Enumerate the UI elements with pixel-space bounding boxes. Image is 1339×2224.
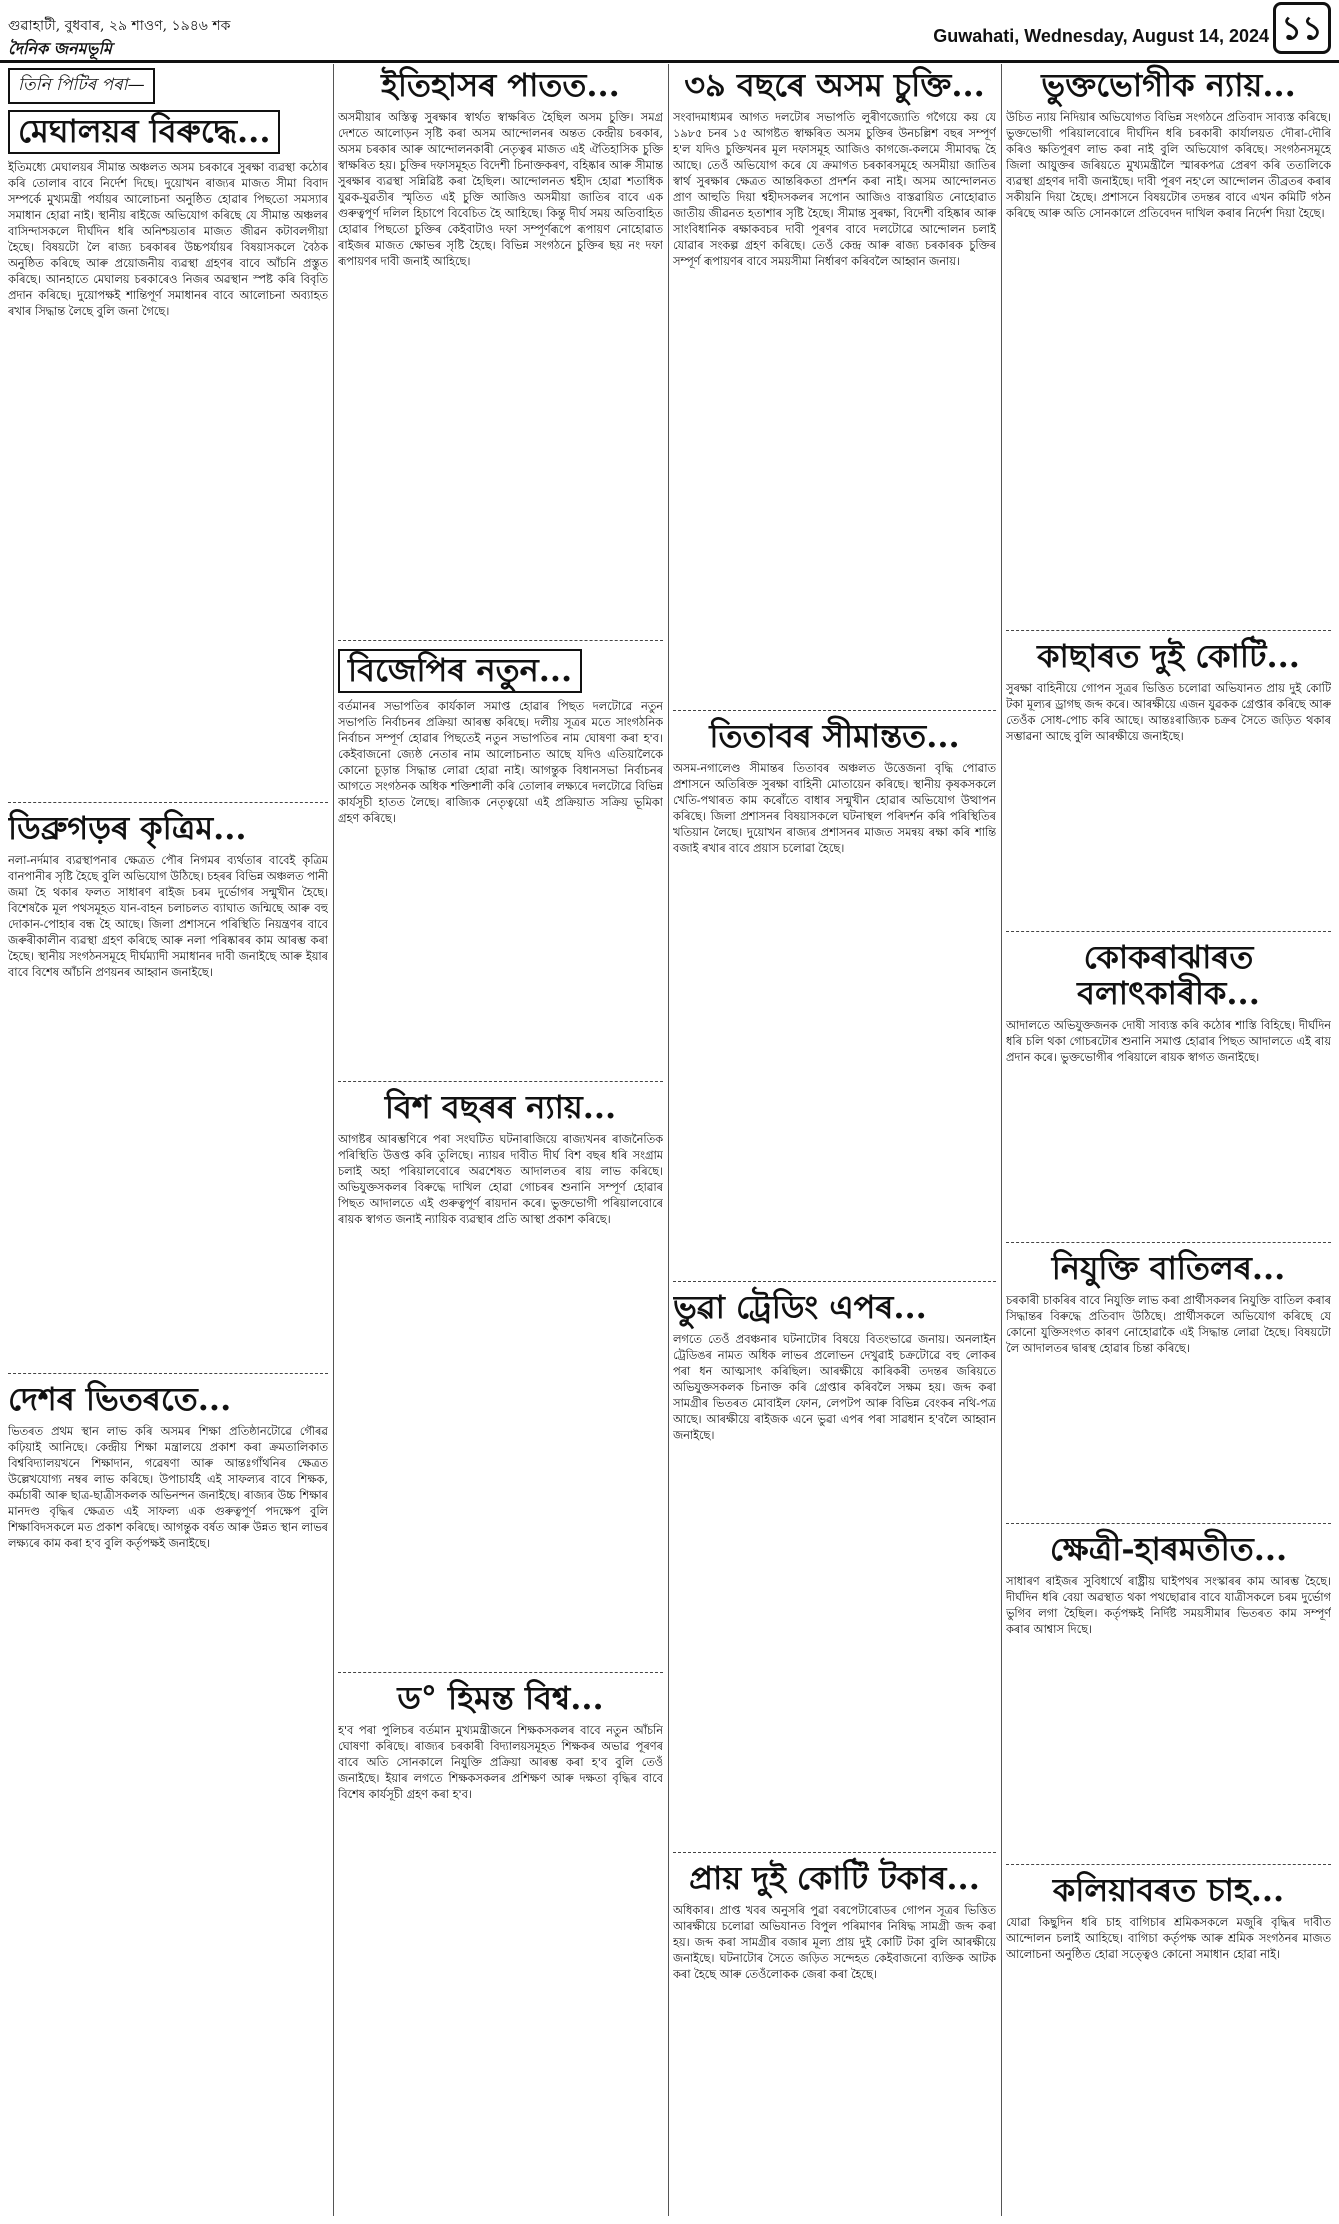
article-bhuktobhogi <box>1006 64 1331 624</box>
header-date-assamese: গুৱাহাটী, বুধবাৰ, ২৯ শাওণ, ১৯৪৬ শক <box>8 18 231 34</box>
article-text-kaliabor: যোৱা কিছুদিন ধৰি চাহ বাগিচাৰ শ্ৰমিকসকলে মজুৰি বৃদ্ধিৰ দাবীত আন্দোলন চলাই আহিছে। বাগিচা কৰ্তৃপক্ষ আৰু শ্ৰমিক সংগঠনৰ মাজত আলোচনা অনুষ্ঠিত হোৱা সত্ত্বেও কোনো সমাধান হোৱা নাই। <box>1006 1915 1331 1961</box>
headline-bjp: বিজেপিৰ নতুন... <box>338 649 582 693</box>
article-trading-app <box>673 1281 996 1846</box>
newspaper-brand: দৈনিক জনমভূমি <box>8 39 112 58</box>
article-deshor-bhitorote <box>8 1373 328 2118</box>
headline-kokrajhar: কোকৰাঝাৰত বলাৎকাৰীক... <box>1077 938 1260 1012</box>
article-text-dibrugarh: নলা-নৰ্দমাৰ ব্যৱস্থাপনাৰ ক্ষেত্ৰত পৌৰ নিগমৰ ব্যৰ্থতাৰ বাবেই কৃত্ৰিম বানপানীৰ সৃষ্টি হৈছে বুলি অভিযোগ উঠিছে। চহৰৰ বিভিন্ন অঞ্চলত পানী জমা হৈ থকাৰ ফলত সাধাৰণ ৰাইজ চৰম দুৰ্ভোগৰ সন্মুখীন হৈছে। বিশেষকৈ মূল পথসমূহত যান-বাহন চলাচলত ব্যাঘাত জন্মিছে আৰু বহু দোকান-পোহাৰ বন্ধ হৈ আছে। জিলা প্ৰশাসনে পৰিস্থিতি নিয়ন্ত্ৰণৰ বাবে জৰুৰীকালীন ব্যৱস্থা গ্ৰহণ কৰিছে আৰু নলা পৰিষ্কাৰৰ কাম আৰম্ভ কৰা হৈছে। স্থানীয় সংগঠনসমূহে দীৰ্ঘম্যাদী সমাধানৰ দাবী জনাইছে আৰু ইয়াৰ বাবে বিশেষ আঁচনি প্ৰণয়নৰ আহ্বান জনাইছে। <box>8 853 328 980</box>
headline-niyukti: নিযুক্তি বাতিলৰ... <box>1051 1249 1286 1287</box>
article-text-bhuktobhogi: উচিত ন্যায় নিদিয়াৰ অভিযোগত বিভিন্ন সংগঠনে প্ৰতিবাদ সাব্যস্ত কৰিছে। ভুক্তভোগী পৰিয়ালবোৰে দীৰ্ঘদিন ধৰি চৰকাৰী কাৰ্যালয়ত দৌৰা-দৌৰি কৰিও ক্ষতিপূৰণ লাভ কৰা নাই বুলি অভিযোগ কৰিছে। সংগঠনসমূহে জিলা আয়ুক্তৰ জৰিয়তে মুখ্যমন্ত্ৰীলৈ স্মাৰকপত্ৰ প্ৰেৰণ কৰি ততালিকে ব্যৱস্থা গ্ৰহণৰ দাবী জনাইছে। দাবী পূৰণ নহ'লে আন্দোলন তীব্ৰতৰ কৰাৰ সকীয়নি দিয়া হৈছে। প্ৰশাসনে বিষয়টোৰ তদন্তৰ বাবে এখন কমিটি গঠন কৰিছে আৰু অতি সোনকালে প্ৰতিবেদন দাখিল কৰাৰ নিৰ্দেশ দিয়া হৈছে। <box>1006 110 1331 221</box>
headline-asom-chukti: ৩৯ বছৰে অসম চুক্তি... <box>684 66 985 104</box>
article-text-kokrajhar: আদালতে অভিযুক্তজনক দোষী সাব্যস্ত কৰি কঠোৰ শাস্তি বিহিছে। দীৰ্ঘদিন ধৰি চলি থকা গোচৰটোৰ শুনানি সমাপ্ত হোৱাৰ পিছত আদালতে এই ৰায় প্ৰদান কৰে। ভুক্তভোগীৰ পৰিয়ালে ৰায়ক স্বাগত জনাইছে। <box>1006 1018 1331 1064</box>
headline-bhuktobhogi: ভুক্তভোগীক ন্যায়... <box>1041 66 1296 104</box>
article-titabor <box>673 710 996 1275</box>
article-dibrugarh <box>8 802 328 1367</box>
column-1 <box>8 64 328 2216</box>
column-divider <box>1001 64 1002 2216</box>
headline-kaliabor: কলিয়াবৰত চাহ... <box>1052 1871 1285 1909</box>
article-himanta <box>338 1672 663 2197</box>
headline-kshetri: ক্ষেত্ৰী-হাৰমতীত... <box>1049 1530 1288 1568</box>
article-text-himanta: হ'ব পৰা পুলিচৰ বৰ্তমান মুখ্যমন্ত্ৰীজনে শিক্ষকসকলৰ বাবে নতুন আঁচনি ঘোষণা কৰিছে। ৰাজ্যৰ চৰকাৰী বিদ্যালয়সমূহত শিক্ষকৰ অভাৱ পূৰণৰ বাবে অতি সোনকালে নিযুক্তি প্ৰক্ৰিয়া আৰম্ভ কৰা হ'ব বুলি তেওঁ জনাইছে। ইয়াৰ লগতে শিক্ষকসকলৰ প্ৰশিক্ষণ আৰু দক্ষতা বৃদ্ধিৰ বাবে বিশেষ কাৰ্যসূচী গ্ৰহণ কৰা হ'ব। <box>338 1723 663 1801</box>
masthead <box>0 0 1339 63</box>
article-kokrajhar <box>1006 931 1331 1236</box>
headline-dui-koti-takar: প্ৰায় দুই কোটি টকাৰ... <box>689 1859 980 1897</box>
headline-itihashor-patot: ইতিহাসৰ পাতত... <box>381 66 620 104</box>
article-kshetri <box>1006 1523 1331 1858</box>
article-text-titabor: অসম-নগালেণ্ড সীমান্তৰ তিতাবৰ অঞ্চলত উত্তেজনা বৃদ্ধি পোৱাত প্ৰশাসনে অতিৰিক্ত সুৰক্ষা বাহিনী মোতায়েন কৰিছে। স্থানীয় কৃষকসকলে খেতি-পথাৰত কাম কৰোঁতে বাধাৰ সন্মুখীন হোৱাৰ অভিযোগ উত্থাপন কৰিছে। জিলা প্ৰশাসনৰ বিষয়াসকলে ঘটনাস্থল পৰিদৰ্শন কৰি পৰিস্থিতিৰ খতিয়ান লৈছে। দুয়োখন ৰাজ্যৰ প্ৰশাসনৰ মাজত সমন্বয় ৰক্ষা কৰি শান্তি বজাই ৰখাৰ বাবে প্ৰয়াস চলোৱা হৈছে। <box>673 761 996 855</box>
article-text-itihashor-patot: অসমীয়াৰ অস্তিত্ব সুৰক্ষাৰ স্বাৰ্থত স্বাক্ষৰিত হৈছিল অসম চুক্তি। সমগ্ৰ দেশতে আলোড়ন সৃষ্টি কৰা অসম আন্দোলনৰ অন্তত কেন্দ্ৰীয় চৰকাৰ, অসম চৰকাৰ আৰু আন্দোলনকাৰী নেতৃত্বৰ মাজত এই ঐতিহাসিক চুক্তি স্বাক্ষৰিত হয়। চুক্তিৰ দফাসমূহত বিদেশী চিনাক্তকৰণ, বহিষ্কাৰ আৰু সীমান্ত সুৰক্ষাৰ ব্যৱস্থা সন্নিৱিষ্ট কৰা হৈছিল। আন্দোলনত শ্বহীদ হোৱা শতাধিক যুৱক-যুৱতীৰ স্মৃতিত এই চুক্তি আজিও অসমীয়া জাতিৰ বাবে এক গুৰুত্বপূৰ্ণ দলিল হিচাপে বিবেচিত হৈ আহিছে। কিন্তু দীৰ্ঘ সময় অতিবাহিত হোৱাৰ পিছতো চুক্তিৰ কেইবাটাও দফা সম্পূৰ্ণৰূপে ৰূপায়ণ নোহোৱাত ৰাইজৰ মাজত ক্ষোভৰ সৃষ্টি হৈছে। বিভিন্ন সংগঠনে চুক্তিৰ ছয় নং দফা ৰূপায়ণৰ দাবী জনাই আহিছে। <box>338 110 663 269</box>
column-3 <box>673 64 996 2216</box>
article-bish-bochor <box>338 1081 663 1666</box>
article-bjp <box>338 640 663 1075</box>
header-date-english: Guwahati, Wednesday, August 14, 2024 <box>933 26 1269 46</box>
column-divider <box>668 64 669 2216</box>
article-text-trading-app: লগতে তেওঁ প্ৰবঞ্চনাৰ ঘটনাটোৰ বিষয়ে বিতংভাৱে জনায়। অনলাইন ট্ৰেডিঙৰ নামত অধিক লাভৰ প্ৰলোভন দেখুৱাই চক্ৰটোৱে বহু লোকৰ পৰা ধন আত্মসাৎ কৰিছিল। আৰক্ষীয়ে কাৰিকৰী তদন্তৰ জৰিয়তে অভিযুক্তসকলক চিনাক্ত কৰি গ্ৰেপ্তাৰ কৰিবলৈ সক্ষম হয়। জব্দ কৰা সামগ্ৰীৰ ভিতৰত মোবাইল ফোন, লেপটপ আৰু বিভিন্ন বেংকৰ নথি-পত্ৰ আছে। আৰক্ষীয়ে ৰাইজক এনে ভুৱা এপৰ পৰা সাৱধান হ'বলৈ আহ্বান জনাইছে। <box>673 1332 996 1443</box>
column-divider <box>333 64 334 2216</box>
article-kachar <box>1006 630 1331 925</box>
article-text-kshetri: সাধাৰণ ৰাইজৰ সুবিধাৰ্থে ৰাষ্ট্ৰীয় ঘাইপথৰ সংস্কাৰৰ কাম আৰম্ভ হৈছে। দীৰ্ঘদিন ধৰি বেয়া অৱস্থাত থকা পথছোৱাৰ বাবে যাত্ৰীসকলে চৰম দুৰ্ভোগ ভুগিব লগা হৈছিল। কৰ্তৃপক্ষই নিৰ্দিষ্ট সময়সীমাৰ ভিতৰত কাম সম্পূৰ্ণ কৰাৰ আশ্বাস দিছে। <box>1006 1574 1331 1636</box>
page-number: ১১ <box>1273 2 1331 54</box>
headline-trading-app: ভুৱা ট্ৰেডিং এপৰ... <box>673 1288 927 1326</box>
article-dui-koti-takar <box>673 1852 996 2187</box>
article-text-niyukti: চৰকাৰী চাকৰিৰ বাবে নিযুক্তি লাভ কৰা প্ৰাৰ্থীসকলৰ নিযুক্তি বাতিল কৰাৰ সিদ্ধান্তৰ বিৰুদ্ধে প্ৰতিবাদ উঠিছে। প্ৰাৰ্থীসকলে অভিযোগ কৰিছে যে কোনো যুক্তিসংগত কাৰণ নোহোৱাকৈ এই সিদ্ধান্ত লোৱা হৈছে। বিষয়টো লৈ আদালতৰ দ্বাৰস্থ হোৱাৰ চিন্তা কৰিছে। <box>1006 1293 1331 1355</box>
headline-bish-bochor: বিশ বছৰৰ ন্যায়... <box>384 1088 617 1126</box>
headline-deshor-bhitorote: দেশৰ ভিতৰতে... <box>8 1380 232 1418</box>
article-text-kachar: সুৰক্ষা বাহিনীয়ে গোপন সূত্ৰৰ ভিত্তিত চলোৱা অভিযানত প্ৰায় দুই কোটি টকা মূল্যৰ ড্ৰাগছ জব্দ কৰে। আৰক্ষীয়ে এজন যুৱকক গ্ৰেপ্তাৰ কৰিছে আৰু তেওঁক সোধ-পোচ কৰি আছে। আন্তঃৰাজ্যিক চক্ৰৰ সৈতে জড়িত থকাৰ সম্ভাৱনা আছে বুলি আৰক্ষীয়ে জনাইছে। <box>1006 681 1331 743</box>
article-text-meghalaya: ইতিমধ্যে মেঘালয়ৰ সীমান্ত অঞ্চলত অসম চৰকাৰে সুৰক্ষা ব্যৱস্থা কঠোৰ কৰি তোলাৰ বাবে নিৰ্দেশ দিছে। দুয়োখন ৰাজ্যৰ মাজত সীমা বিবাদ সম্পৰ্কে মুখ্যমন্ত্ৰী পৰ্যায়ৰ আলোচনা অনুষ্ঠিত হোৱাৰ পিছতো সমস্যাৰ সমাধান হোৱা নাই। স্থানীয় ৰাইজে অভিযোগ কৰিছে যে সীমান্ত অঞ্চলৰ বাসিন্দাসকলে দীৰ্ঘদিন ধৰি অনিশ্চয়তাৰ মাজত জীৱন কটাবলগীয়া হৈছে। বিষয়টো লৈ ৰাজ্য চৰকাৰৰ উচ্চপৰ্যায়ৰ বিষয়াসকলে বৈঠক অনুষ্ঠিত কৰিছে আৰু প্ৰয়োজনীয় ব্যৱস্থা গ্ৰহণৰ বাবে আঁচনি প্ৰস্তুত কৰিছে। আনহাতে মেঘালয় চৰকাৰেও নিজৰ অৱস্থান স্পষ্ট কৰি বিবৃতি প্ৰদান কৰিছে। দুয়োপক্ষই শান্তিপূৰ্ণ সমাধানৰ বাবে আলোচনা অব্যাহত ৰখাৰ সিদ্ধান্ত লৈছে বুলি জনা গৈছে। <box>8 160 328 319</box>
article-itihashor-patot <box>338 64 663 634</box>
headline-meghalaya: মেঘালয়ৰ বিৰুদ্ধে... <box>8 110 280 154</box>
article-text-bjp: বৰ্তমানৰ সভাপতিৰ কাৰ্যকাল সমাপ্ত হোৱাৰ পিছত দলটোৱে নতুন সভাপতি নিৰ্বাচনৰ প্ৰক্ৰিয়া আৰম্ভ কৰিছে। দলীয় সূত্ৰৰ মতে সাংগঠনিক নিৰ্বাচন সম্পূৰ্ণ হোৱাৰ পিছতেই নতুন সভাপতিৰ নাম ঘোষণা কৰা হ'ব। কেইবাজনো জ্যেষ্ঠ নেতাৰ নাম আলোচনাত আছে যদিও এতিয়ালৈকে কোনো চূড়ান্ত সিদ্ধান্ত লোৱা হোৱা নাই। আগন্তুক বিধানসভা নিৰ্বাচনৰ আগতে সংগঠনক অধিক শক্তিশালী কৰি তোলাৰ লক্ষ্যৰে দলটোৱে বিভিন্ন কাৰ্যসূচী হাতত লৈছে। ৰাজ্যিক নেতৃত্বয়ো এই প্ৰক্ৰিয়াত সক্ৰিয় ভূমিকা গ্ৰহণ কৰিছে। <box>338 699 663 826</box>
article-text-dui-koti-takar: অধিকাৰ। প্ৰাপ্ত খবৰ অনুসৰি পুৱা বৰপেটাৰোডৰ গোপন সূত্ৰৰ ভিত্তিত আৰক্ষীয়ে চলোৱা অভিযানত বিপুল পৰিমাণৰ নিষিদ্ধ সামগ্ৰী জব্দ কৰা হয়। জব্দ কৰা সামগ্ৰীৰ বজাৰ মূল্য প্ৰায় দুই কোটি টকা বুলি আৰক্ষীয়ে জনাইছে। ঘটনাটোৰ সৈতে জড়িত সন্দেহত কেইবাজনো ব্যক্তিক আটক কৰা হৈছে আৰু তেওঁলোকক জেৰা কৰা হৈছে। <box>673 1903 996 1981</box>
headline-dibrugarh: ডিব্ৰুগড়ৰ কৃত্ৰিম... <box>8 809 247 847</box>
section-tag: তিনি পিটিৰ পৰা— <box>8 68 155 104</box>
column-4 <box>1006 64 1331 2216</box>
headline-himanta: ড° হিমন্ত বিশ্ব... <box>397 1679 604 1717</box>
article-text-bish-bochor: আগষ্টৰ আৰম্ভণিৰে পৰা সংঘটিত ঘটনাৰাজিয়ে ৰাজ্যখনৰ ৰাজনৈতিক পৰিস্থিতি উত্তপ্ত কৰি তুলিছে। ন্যায়ৰ দাবীত দীৰ্ঘ বিশ বছৰ ধৰি সংগ্ৰাম চলাই অহা পৰিয়ালবোৰে অৱশেষত আদালতৰ ৰায় লাভ কৰিছে। অভিযুক্তসকলৰ বিৰুদ্ধে দাখিল হোৱা গোচৰৰ শুনানি সম্পূৰ্ণ হোৱাৰ পিছত আদালতে এই গুৰুত্বপূৰ্ণ ৰায়দান কৰে। ভুক্তভোগী পৰিয়ালবোৰে ৰায়ক স্বাগত জনাই ন্যায়িক ব্যৱস্থাৰ প্ৰতি আস্থা প্ৰকাশ কৰিছে। <box>338 1132 663 1226</box>
article-text-asom-chukti: সংবাদমাধ্যমৰ আগত দলটোৰ সভাপতি লুৰীণজ্যোতি গগৈয়ে কয় যে ১৯৮৫ চনৰ ১৫ আগষ্টত স্বাক্ষৰিত অসম চুক্তিৰ উনচল্লিশ বছৰ সম্পূৰ্ণ হ'ল যদিও চুক্তিখনৰ মূল দফাসমূহ আজিও কাগজে-কলমে সীমাবদ্ধ হৈ আছে। তেওঁ অভিযোগ কৰে যে ক্ৰমাগত চৰকাৰসমূহে অসমীয়া জাতিৰ স্বাৰ্থ সুৰক্ষাৰ ক্ষেত্ৰত আন্তৰিকতা প্ৰদৰ্শন কৰা নাই। অসম আন্দোলনত প্ৰাণ আহুতি দিয়া শ্বহীদসকলৰ সপোন আজিও বাস্তৱায়িত নোহোৱাত জাতীয় জীৱনত হতাশাৰ সৃষ্টি হৈছে। সীমান্ত সুৰক্ষা, বিদেশী বহিষ্কাৰ আৰু সাংবিধানিক ৰক্ষাকবচৰ দাবী পূৰণৰ বাবে দলটোৱে আন্দোলন চলাই যোৱাৰ সংকল্প গ্ৰহণ কৰিছে। তেওঁ কেন্দ্ৰ আৰু ৰাজ্য চৰকাৰক চুক্তিৰ সম্পূৰ্ণ ৰূপায়ণৰ বাবে সময়সীমা নিৰ্ধাৰণ কৰিবলৈ আহ্বান জনায়। <box>673 110 996 269</box>
article-text-deshor-bhitorote: ভিতৰত প্ৰথম স্থান লাভ কৰি অসমৰ শিক্ষা প্ৰতিষ্ঠানটোৱে গৌৰৱ কঢ়িয়াই আনিছে। কেন্দ্ৰীয় শিক্ষা মন্ত্ৰালয়ে প্ৰকাশ কৰা ক্ৰমতালিকাত বিশ্ববিদ্যালয়খনে শিক্ষাদান, গৱেষণা আৰু আন্তঃগাঁথনিৰ ক্ষেত্ৰত উল্লেখযোগ্য নম্বৰ লাভ কৰিছে। উপাচাৰ্যই এই সাফল্যৰ বাবে শিক্ষক, কৰ্মচাৰী আৰু ছাত্ৰ-ছাত্ৰীসকলক অভিনন্দন জনাইছে। ৰাজ্যৰ উচ্চ শিক্ষাৰ মানদণ্ড বৃদ্ধিৰ ক্ষেত্ৰত এই সাফল্য এক গুৰুত্বপূৰ্ণ পদক্ষেপ বুলি শিক্ষাবিদসকলে মত প্ৰকাশ কৰিছে। আগন্তুক বৰ্ষত আৰু উন্নত স্থান লাভৰ লক্ষ্যৰে কাম কৰা হ'ব বুলি কৰ্তৃপক্ষই জনাইছে। <box>8 1424 328 1551</box>
article-asom-chukti <box>673 64 996 704</box>
column-2 <box>338 64 663 2216</box>
article-meghalaya <box>8 106 328 796</box>
article-niyukti <box>1006 1242 1331 1517</box>
headline-kachar: কাছাৰত দুই কোটি... <box>1037 637 1300 675</box>
article-kaliabor <box>1006 1864 1331 2169</box>
headline-titabor: তিতাবৰ সীমান্তত... <box>709 717 960 755</box>
